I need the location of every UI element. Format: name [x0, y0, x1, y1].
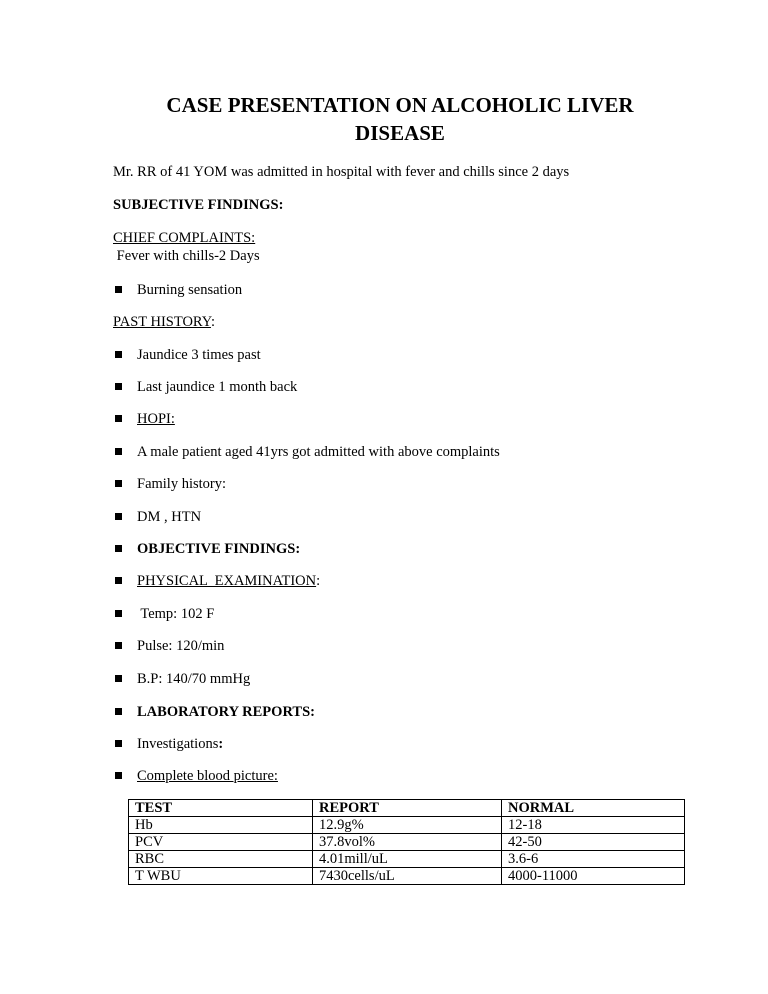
- pulse-text: Pulse: 120/min: [137, 638, 225, 654]
- physical-exam-colon: :: [316, 573, 321, 589]
- cell-test: T WBU: [129, 868, 313, 885]
- bp-text: B.P: 140/70 mmHg: [137, 671, 251, 687]
- chief-complaints-heading: CHIEF COMPLAINTS:: [113, 230, 256, 246]
- objective-heading: OBJECTIVE FINDINGS:: [137, 541, 301, 557]
- cell-normal: 42-50: [502, 834, 685, 851]
- table-row: [129, 868, 685, 885]
- title-line-1: CASE PRESENTATION ON ALCOHOLIC LIVER: [166, 93, 634, 117]
- bullet-icon: [115, 610, 122, 617]
- physical-exam-label: PHYSICAL EXAMINATION: [137, 573, 317, 589]
- lab-results-table: [128, 799, 685, 885]
- cell-normal: 12-18: [502, 817, 685, 834]
- cell-report: 12.9g%: [313, 817, 502, 834]
- bullet-icon: [115, 772, 122, 779]
- temp-text: Temp: 102 F: [137, 606, 215, 622]
- cell-normal: 3.6-6: [502, 851, 685, 868]
- hopi-label: HOPI:: [137, 411, 175, 427]
- table-header-row: [129, 800, 685, 817]
- bullet-icon: [115, 351, 122, 358]
- column-header-test: TEST: [129, 800, 313, 817]
- table-row: [129, 834, 685, 851]
- cell-normal: 4000-11000: [502, 868, 685, 885]
- cell-report: 7430cells/uL: [313, 868, 502, 885]
- cell-test: Hb: [129, 817, 313, 834]
- document-title: [112, 91, 688, 147]
- bullet-icon: [115, 480, 122, 487]
- past-history-colon: :: [210, 314, 215, 330]
- family-values-text: DM , HTN: [137, 509, 202, 525]
- cell-test: PCV: [129, 834, 313, 851]
- bullet-icon: [115, 513, 122, 520]
- bullet-icon: [115, 642, 122, 649]
- past-item-text: Jaundice 3 times past: [137, 347, 261, 363]
- bullet-icon: [115, 740, 122, 747]
- cell-test: RBC: [129, 851, 313, 868]
- cbp-heading: Complete blood picture:: [137, 768, 278, 784]
- bullet-icon: [115, 545, 122, 552]
- bullet-icon: [115, 708, 122, 715]
- intro-text: Mr. RR of 41 YOM was admitted in hospital with fever and chills since 2 days: [113, 164, 570, 180]
- table-row: [129, 851, 685, 868]
- investigations-colon: :: [218, 736, 224, 752]
- title-line-2: DISEASE: [355, 121, 445, 145]
- bullet-icon: [115, 675, 122, 682]
- past-item-text: Last jaundice 1 month back: [137, 379, 298, 395]
- burning-text: Burning sensation: [137, 282, 243, 298]
- family-history-label: Family history:: [137, 476, 227, 492]
- physical-exam-heading: [137, 572, 320, 590]
- past-history-label: PAST HISTORY: [113, 314, 211, 330]
- chief-complaints-text: Fever with chills-2 Days: [113, 248, 260, 264]
- table-row: [129, 817, 685, 834]
- investigations-label: Investigations: [137, 736, 219, 752]
- bullet-icon: [115, 448, 122, 455]
- cell-report: 4.01mill/uL: [313, 851, 502, 868]
- cell-report: 37.8vol%: [313, 834, 502, 851]
- bullet-icon: [115, 286, 122, 293]
- past-history-heading: [113, 313, 215, 331]
- bullet-icon: [115, 577, 122, 584]
- subjective-heading: SUBJECTIVE FINDINGS:: [113, 197, 284, 213]
- hopi-text: A male patient aged 41yrs got admitted with above complaints: [137, 444, 500, 460]
- investigations-heading: [137, 735, 223, 753]
- column-header-normal: NORMAL: [502, 800, 685, 817]
- bullet-icon: [115, 415, 122, 422]
- lab-heading: LABORATORY REPORTS:: [137, 704, 315, 720]
- column-header-report: REPORT: [313, 800, 502, 817]
- bullet-icon: [115, 383, 122, 390]
